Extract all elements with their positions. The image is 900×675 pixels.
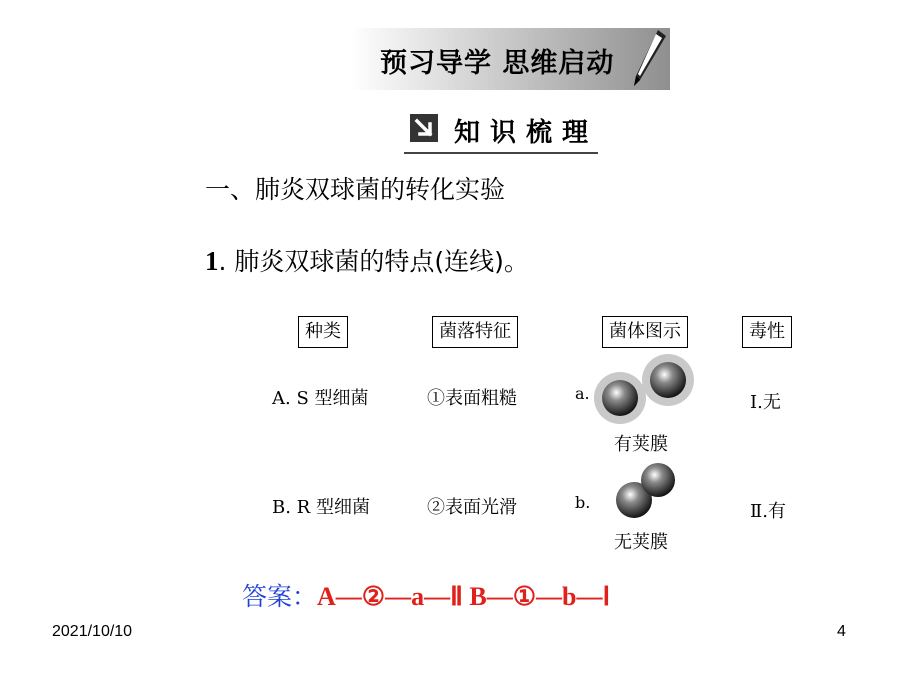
row-toxicity: Ⅰ.无 bbox=[750, 392, 781, 413]
question-text: . 肺炎双球菌的特点(连线)。 bbox=[218, 247, 529, 276]
section-banner bbox=[350, 28, 670, 90]
banner-title: 预习导学 思维启动 bbox=[380, 48, 615, 79]
answer-text: A—②—a—Ⅱ B—①—b—Ⅰ bbox=[317, 582, 611, 611]
header-figure: 菌体图示 bbox=[602, 316, 688, 348]
page-number: 4 bbox=[837, 623, 846, 640]
row-figure-label: a. bbox=[575, 384, 590, 403]
answer-label: 答案： bbox=[242, 582, 318, 611]
capsule-bacteria-illustration bbox=[592, 352, 696, 428]
header-toxicity: 毒性 bbox=[742, 316, 792, 348]
row-figure-caption: 有荚膜 bbox=[614, 434, 668, 455]
row-type: A. S 型细菌 bbox=[272, 388, 369, 409]
row-type: B. R 型细菌 bbox=[272, 497, 370, 518]
row-toxicity: Ⅱ.有 bbox=[750, 501, 786, 522]
answer-line bbox=[242, 577, 610, 613]
section-header bbox=[404, 108, 598, 154]
footer-date: 2021/10/10 bbox=[52, 623, 133, 640]
row-colony: ②表面光滑 bbox=[427, 497, 517, 518]
heading: 一、肺炎双球菌的转化实验 bbox=[205, 175, 506, 204]
question-number: 1 bbox=[205, 246, 219, 276]
arrow-down-right-icon bbox=[410, 114, 438, 142]
row-colony: ①表面粗糙 bbox=[427, 388, 517, 409]
header-type: 种类 bbox=[298, 316, 348, 348]
row-figure-label: b. bbox=[575, 493, 591, 512]
header-colony: 菌落特征 bbox=[432, 316, 518, 348]
pen-icon bbox=[628, 28, 668, 88]
bacteria-illustration bbox=[612, 460, 678, 522]
section-title: 知识梳理 bbox=[454, 118, 599, 148]
question-item bbox=[205, 242, 529, 278]
row-figure-caption: 无荚膜 bbox=[614, 532, 668, 553]
